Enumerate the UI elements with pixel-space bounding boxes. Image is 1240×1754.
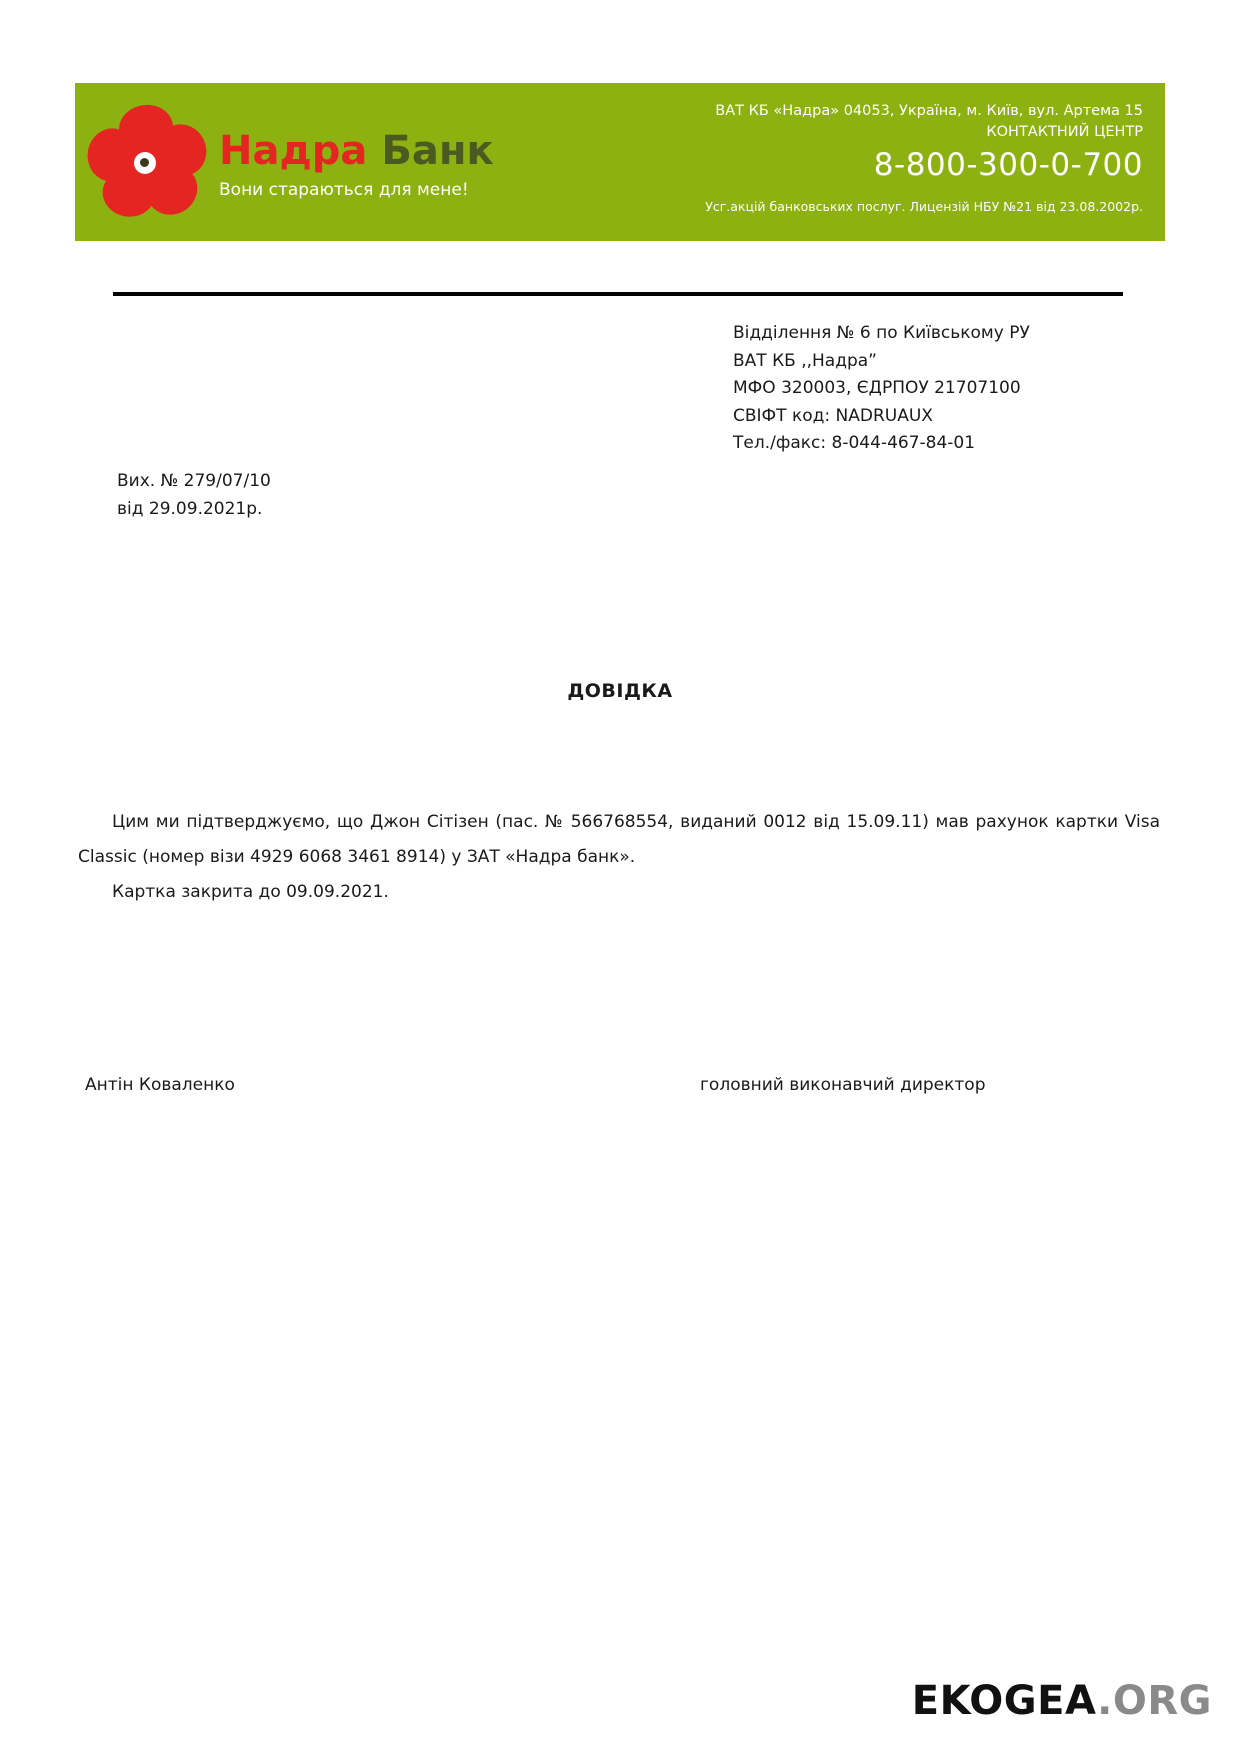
bank-name-primary: Надра bbox=[219, 128, 368, 174]
branch-line-1: Відділення № 6 по Київському РУ bbox=[733, 323, 1030, 343]
body-paragraph-2: Картка закрита до 09.09.2021. bbox=[112, 881, 389, 902]
outgoing-number: Вих. № 279/07/10 bbox=[117, 471, 271, 491]
branch-line-4: СВІФТ код: NADRUAUX bbox=[733, 405, 933, 426]
watermark-main: EKOGEA bbox=[911, 1678, 1098, 1724]
bank-slogan: Вони стараються для мене! bbox=[219, 180, 469, 200]
contact-phone: 8-800-300-0-700 bbox=[873, 147, 1143, 184]
letterhead-header bbox=[75, 83, 1165, 241]
signatory-role: головний виконавчий директор bbox=[700, 1075, 986, 1095]
branch-line-5: Тел./факс: 8-044-467-84-01 bbox=[733, 433, 976, 454]
branch-info bbox=[733, 320, 1030, 458]
outgoing-date: від 29.09.2021р. bbox=[117, 498, 263, 519]
body-paragraph-1: Цим ми підтверджуємо, що Джон Сітізен (пас. № 566768554, виданий 0012 від 15.09.11) мав рахунок картки Visa Classic (номер візи 4929 6068 3461 8914) у ЗАТ «Надра банк». bbox=[78, 812, 1160, 867]
watermark bbox=[912, 1678, 1212, 1724]
header-contact-block bbox=[515, 83, 1165, 241]
watermark-tld: .ORG bbox=[1097, 1678, 1212, 1724]
outgoing-reference bbox=[117, 468, 271, 523]
bank-name-secondary: Банк bbox=[381, 128, 494, 174]
bank-logo bbox=[75, 83, 515, 241]
license-note: Усг.акцій банковських послуг. Лицензій НБУ №21 від 23.08.2002р. bbox=[705, 199, 1143, 215]
document-title: ДОВІДКА bbox=[567, 680, 673, 702]
branch-line-3: МФО 320003, ЄДРПОУ 21707100 bbox=[733, 378, 1021, 399]
contact-center-label: КОНТАКТНИЙ ЦЕНТР bbox=[986, 124, 1143, 141]
bank-wordmark bbox=[219, 124, 494, 200]
bank-address: ВАТ КБ «Надра» 04053, Україна, м. Київ, вул. Артема 15 bbox=[715, 103, 1143, 119]
header-divider bbox=[113, 292, 1123, 296]
branch-line-2: ВАТ КБ ,,Надра” bbox=[733, 350, 877, 371]
document-body bbox=[78, 805, 1160, 910]
flower-logo-icon bbox=[87, 103, 205, 221]
signatory-name: Антін Коваленко bbox=[85, 1075, 235, 1095]
